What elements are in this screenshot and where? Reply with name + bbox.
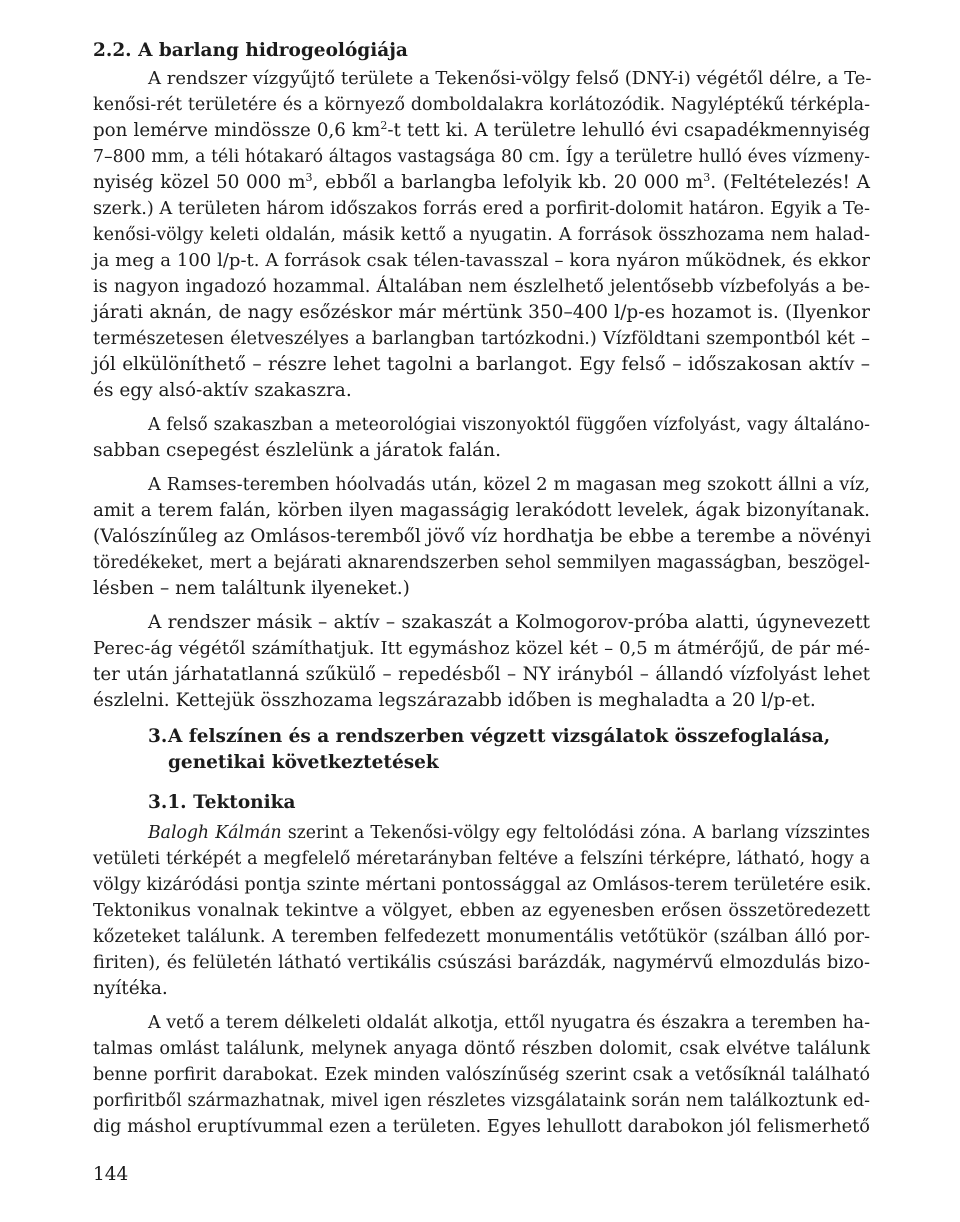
text-line: Tektonikus vonalnak tekintve a völgyet, ebben az egyenesben erősen összetöredezett [93, 901, 870, 921]
text-line: jól elkülöníthető – részre lehet tagolni a barlangot. Egy felső – időszakosan aktív – [93, 354, 870, 375]
section-heading: 2.2. A barlang hidrogeológiája [93, 40, 408, 61]
text-line: vetületi térképét a megfelelő méretarányban feltéve a felszíni térképre, látható, hogy a [93, 849, 870, 869]
text-line: nyiség közel 50 000 $m^3$, ebből a barlangba lefolyik kb. 20 000 $m^3$. (Feltételezés! A [93, 170, 870, 193]
text-line: is nagyon ingadozó hozammal. Általában nem észlelhető jelentősebb vízbefolyás a be- [93, 277, 870, 297]
chapter-title: A felszínen és a rendszerben végzett vizsgálatok összefoglalása, [168, 726, 831, 747]
subsection-heading: 3.1. Tektonika [148, 792, 296, 813]
text-line: benne porfirit darabokat. Ezek minden valószínűség szerint csak a vetősíknál található [93, 1065, 870, 1085]
text-line: és egy alsó-aktív szakaszra. [93, 380, 352, 401]
author-name: Balogh Kálmán [148, 823, 282, 843]
text-line: Balogh Kálmán szerint a Tekenősi-völgy egy feltolódási zóna. A barlang vízszintes [148, 823, 870, 843]
text-line: ter után járhatatlanná szűkülő – repedésből – NY irányból – állandó vízfolyást lehet [93, 664, 870, 685]
chapter-heading [148, 724, 830, 750]
text-line: szerk.) A területen három időszakos forrás ered a porfirit-dolomit határon. Egyik a Te- [93, 199, 870, 219]
chapter-number: 3. [148, 726, 168, 747]
page-number: 144 [93, 1164, 129, 1185]
text-line: lésben – nem találtunk ilyeneket.) [93, 578, 410, 599]
superscript: 2 [380, 118, 388, 132]
chapter-title-line2: genetikai következtetések [168, 752, 439, 773]
text-line: 7–800 mm, a téli hótakaró áltagos vastagsága 80 cm. Így a területre hulló éves vízmeny- [93, 147, 870, 167]
superscript: 3 [703, 170, 711, 184]
text-line: sabban csepegést észlelünk a járatok falán. [93, 440, 501, 461]
text-line: töredékeket, mert a bejárati aknarendszerben sehol semmilyen magasságban, beszögel- [93, 553, 870, 573]
text-line: amit a terem falán, körben ilyen magasságig lerakódott levelek, ágak bizonyítanak. [93, 500, 870, 521]
text-line: A rendszer másik – aktív – szakaszát a Kolmogorov-próba alatti, úgynevezett [148, 612, 870, 633]
text-line: nyítéka. [93, 978, 168, 999]
text-line: kenősi-rét területére és a környező domboldalakra korlátozódik. Nagyléptékű térképla- [93, 95, 870, 115]
text-line: firiten), és felületén látható vertikális csúszási barázdák, nagymérvű elmozdulás bizo- [93, 953, 870, 973]
text-line: (Valószínűleg az Omlásos-teremből jövő víz hordhatja be ebbe a terembe a növényi [93, 526, 871, 547]
text-line: kenősi-völgy keleti oldalán, másik kettő a nyugatin. A források összhozama nem halad- [93, 225, 870, 245]
text-line: természetesen életveszélyes a barlangban tartózkodni.) Vízföldtani szempontból két – [93, 329, 870, 349]
text-line: A vető a terem délkeleti oldalát alkotja, ettől nyugatra és északra a teremben ha- [148, 1013, 870, 1033]
text-line: porfiritből származhatnak, mivel igen részletes vizsgálataink során nem találkoztunk ed- [93, 1091, 870, 1111]
text-line: A felső szakaszban a meteorológiai viszonyoktól függően vízfolyást, vagy általáno- [148, 415, 870, 435]
text-line: pon lemérve mindössze 0,6 $km^2-t$ tett ki. A területre lehulló évi csapadékmennyiség [93, 118, 871, 141]
text-line: Perec-ág végétől számíthatjuk. Itt egymáshoz közel két – 0,5 m átmérőjű, de pár mé- [93, 638, 870, 659]
text-line: talmas omlást találunk, melynek anyaga döntő részben dolomit, csak elvétve találunk [93, 1039, 870, 1059]
text-line: ja meg a 100 l/p-t. A források csak télen-tavasszal – kora nyáron működnek, és ekkor [93, 250, 870, 271]
text-line: dig máshol eruptívummal ezen a területen. Egyes lehullott darabokon jól felismerhető [93, 1117, 870, 1137]
text-line: A Ramses-teremben hóolvadás után, közel 2 m magasan meg szokott állni a víz, [148, 475, 870, 495]
text-line: A rendszer vízgyűjtő területe a Tekenősi-völgy felső (DNY-i) végétől délre, a Te- [148, 68, 872, 89]
text-line: völgy kizáródási pontja szinte mértani pontossággal az Omlásos-terem területére esik. [93, 875, 872, 895]
text-line: járati aknán, de nagy esőzéskor már mértünk 350–400 l/p-es hozamot is. (Ilyenkor [93, 302, 870, 323]
superscript: 3 [305, 170, 313, 184]
text-line: kőzeteket találunk. A teremben felfedezett monumentális vetőtükör (szálban álló por- [93, 927, 870, 947]
text-line: észlelni. Kettejük összhozama legszárazabb időben is meghaladta a 20 l/p-et. [93, 690, 816, 711]
